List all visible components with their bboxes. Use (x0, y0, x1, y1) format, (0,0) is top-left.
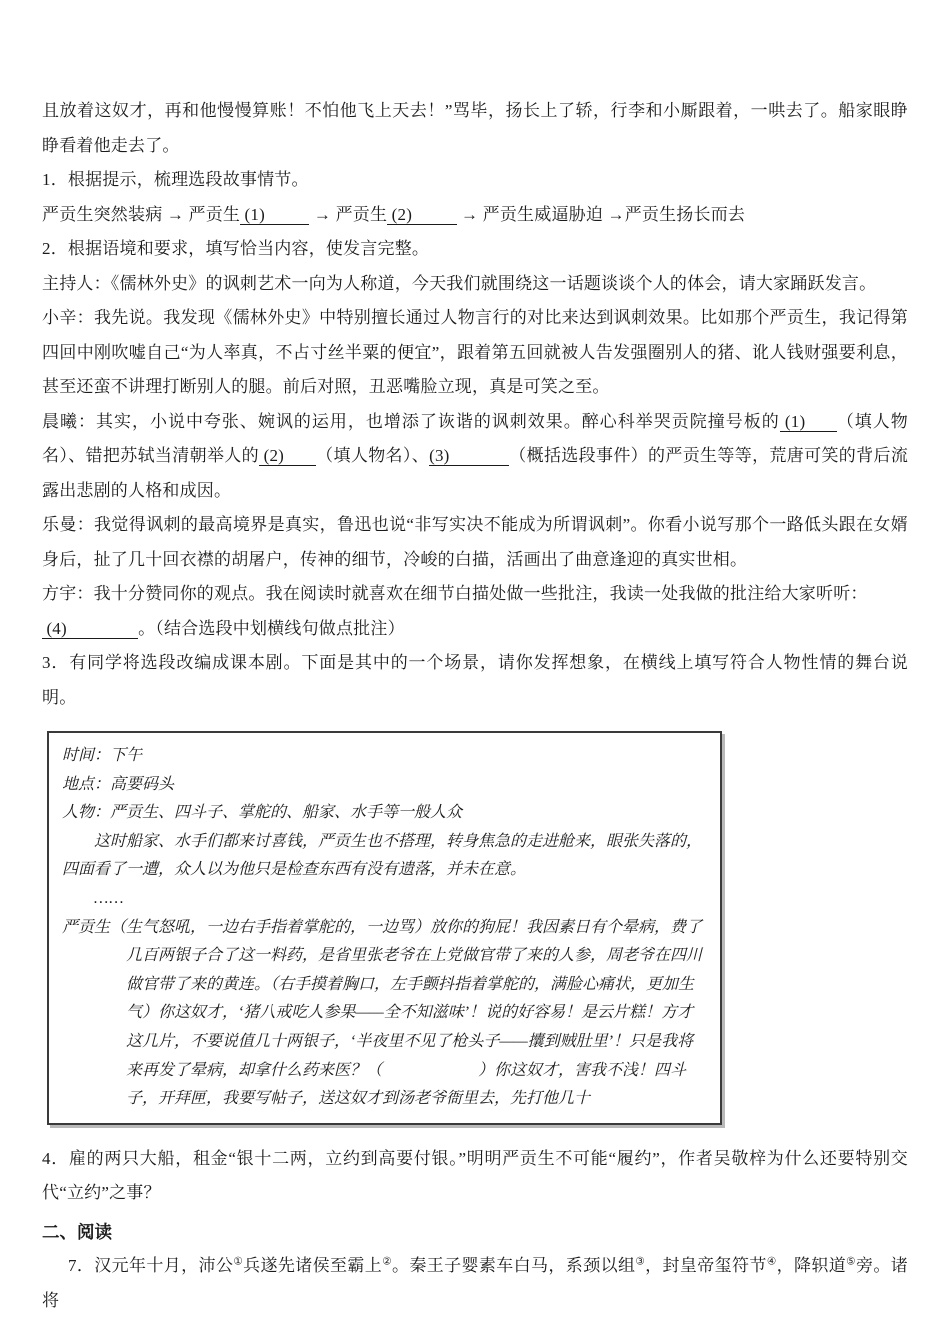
footnote-ref: ⑤ (846, 1256, 856, 1268)
text-run: → 严贡生威逼胁迫 →严贡生扬长而去 (456, 204, 746, 224)
script-dialogue-yangongsheng: 严贡生（生气怒吼，一边右手指着掌舵的，一边骂）放你的狗屁！我因素日有个晕病，费了几百两银子合了这一料药，是省里张老爷在上党做官带了来的人参，周老爷在四川做官带了来的黄连。（右手摸着胸口，左手颤抖指着掌舵的，满脸心痛状，更加生气）你这奴才，‘猪八戒吃人参果——全不知滋味’！说的好容易！是云片糕！方才这几片，不要说值几十两银子，‘半夜里不见了枪头子——攮到贼肚里’！只是我将来再发了晕病，却拿什么药来医？（ ）你这奴才，害我不浅！四斗子，开拜匣，我要写帖子，送这奴才到汤老爷衙里去，先打他几十 (62, 918, 703, 1108)
text-run: → 严贡生 (309, 204, 388, 224)
section2-heading: 二、阅读 (42, 1221, 112, 1242)
fill-in-blank: (2) (387, 204, 457, 224)
q2-speech-leman: 乐曼：我觉得讽刺的最高境界是真实，鲁迅也说“非写实决不能成为所谓讽刺”。你看小说写那个一路低头跟在女婿身后，扯了几十回衣襟的胡屠户，传神的细节，冷峻的白描，活画出了曲意逢迎的真实世相。 (42, 515, 908, 569)
script-cast-line: 人物：严贡生、四斗子、掌舵的、船家、水手等一般人众 (62, 804, 463, 822)
script-ellipsis: …… (94, 889, 125, 907)
q1-plot-flowchart (42, 198, 908, 233)
script-place-line: 地点：高要码头 (62, 775, 175, 793)
q2-speech-chenxi (42, 405, 908, 509)
text-run: 兵遂先诸侯至霸上 (243, 1256, 383, 1276)
script-narration: 这时船家、水手们都来讨喜钱，严贡生也不搭理，转身焦急的走进舱来，眼张失落的，四面看了一遭，众人以为他只是检查东西有没有遗落，并未在意。 (62, 832, 703, 879)
text-run: 晨曦：其实，小说中夸张、婉讽的运用，也增添了诙谐的讽刺效果。醉心科举哭贡院撞号板的 (42, 411, 780, 431)
text-run: （填人物名）、错把苏轼当清朝举人的 (42, 411, 908, 465)
q3-prompt: 3．有同学将选段改编成课本剧。下面是其中的一个场景，请你发挥想象，在横线上填写符合人物性情的舞台说明。 (42, 653, 908, 707)
fill-in-blank: (2) (258, 446, 317, 465)
footnote-ref: ② (382, 1256, 392, 1268)
q2-prompt: 2．根据语境和要求，填写恰当内容，使发言完整。 (42, 239, 430, 258)
q7-classical-passage (42, 1249, 908, 1318)
fill-in-blank: (1) (779, 411, 837, 431)
footnote-ref: ③ (635, 1256, 646, 1268)
text-run: 旁。诸将 (42, 1256, 908, 1310)
text-run: 7．汉元年十月，沛公 (68, 1256, 234, 1276)
text-run: ，封皇帝玺符节 (645, 1256, 767, 1276)
q2-speech-fangyu: 方宇：我十分赞同你的观点。我在阅读时就喜欢在细节白描处做一些批注，我读一处我做的批注给大家听听： (42, 584, 868, 603)
fill-in-blank: (1) (240, 204, 310, 224)
q1-prompt: 1．根据提示，梳理选段故事情节。 (42, 170, 309, 189)
text-run: （填人物名）、 (316, 446, 430, 465)
script-scene-box (47, 731, 722, 1125)
text-run: 。秦王子婴素车白马，系颈以组 (391, 1256, 636, 1276)
q2-speech-xiaoxin: 小辛：我先说。我发现《儒林外史》中特别擅长通过人物言行的对比来达到讽刺效果。比如那个严贡生，我记得第四回中刚吹嘘自己“为人率真，不占寸丝半粟的便宜”，跟着第五回就被人告发强圈别人的猪、讹人钱财强要利息，甚至还蛮不讲理打断别人的腿。前后对照，丑恶嘴脸立现，真是可笑之至。 (42, 308, 908, 396)
fill-in-blank: (3) (429, 446, 510, 465)
excerpt-continuation-text: 且放着这奴才，再和他慢慢算账！不怕他飞上天去！”骂毕，扬长上了轿，行李和小厮跟着，一哄去了。船家眼睁睁看着他走去了。 (42, 101, 908, 155)
script-time-line: 时间：下午 (62, 747, 143, 764)
footnote-ref: ④ (766, 1256, 777, 1268)
text-run: 。（结合选段中划横线句做点批注） (138, 618, 405, 638)
text-run: ，降轵道 (776, 1256, 847, 1276)
text-run: 严贡生突然装病 → 严贡生 (42, 204, 241, 224)
q2-note4-blank-line (42, 612, 908, 647)
footnote-ref: ① (233, 1256, 244, 1268)
fill-in-blank: (4) (42, 618, 139, 638)
q4-prompt: 4．雇的两只大船，租金“银十二两，立约到高要付银。”明明严贡生不可能“履约”，作者吴敬梓为什么还要特别交代“立约”之事？ (42, 1148, 908, 1203)
text-run: （概括选段事件）的严贡生等等，荒唐可笑的背后流露出悲剧的人格和成因。 (42, 446, 909, 500)
q2-speech-host: 主持人：《儒林外史》的讽刺艺术一向为人称道，今天我们就围绕这一话题谈谈个人的体会，请大家踊跃发言。 (42, 273, 877, 293)
